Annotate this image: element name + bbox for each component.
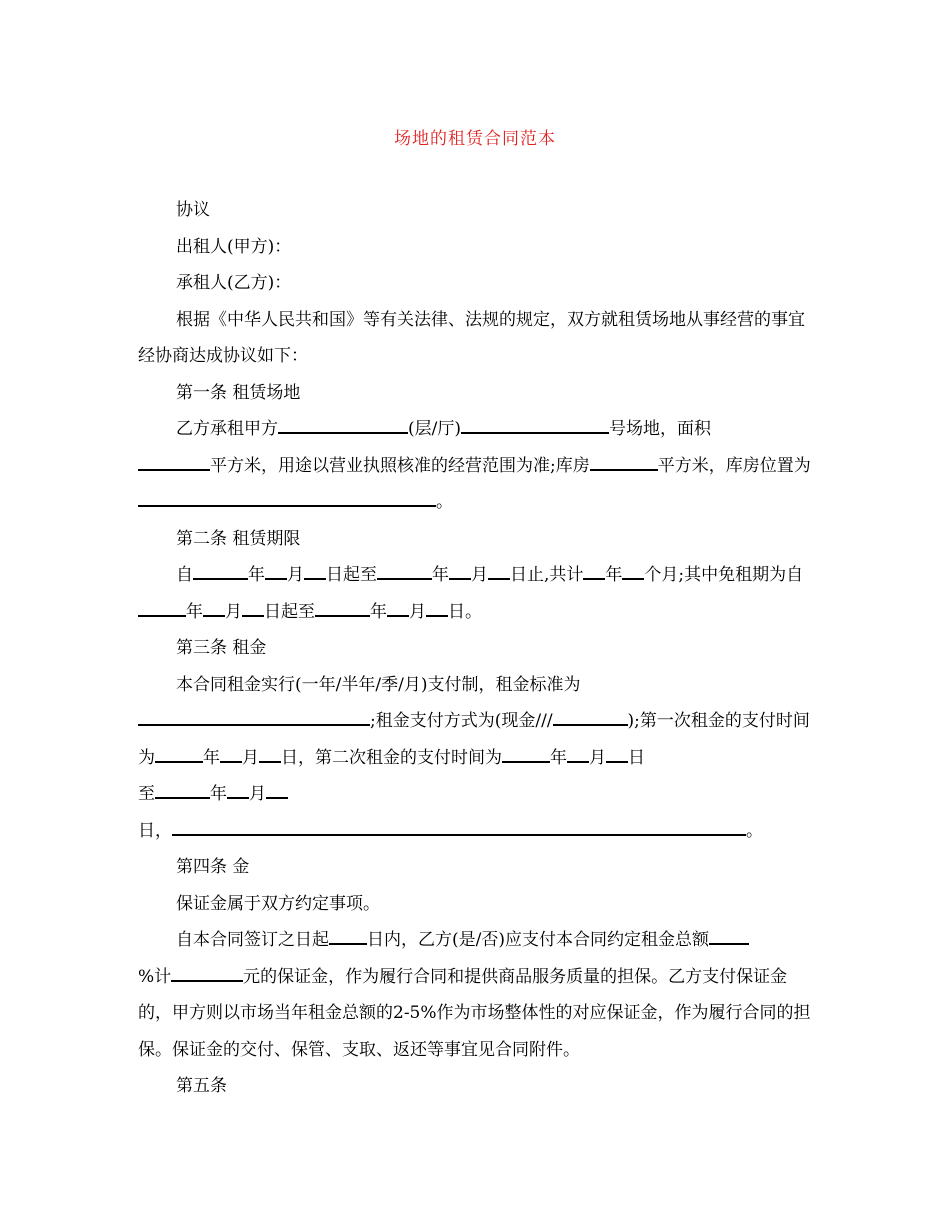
blank-field[interactable] [606, 744, 628, 763]
blank-field[interactable] [709, 926, 749, 945]
blank-field[interactable] [155, 780, 210, 799]
blank-field[interactable] [329, 926, 367, 945]
paragraph-lessor: 出租人(甲方)： [176, 236, 292, 257]
blank-field[interactable] [266, 780, 288, 799]
blank-field[interactable] [138, 598, 186, 617]
blank-field[interactable] [488, 561, 510, 580]
blank-field[interactable] [622, 561, 644, 580]
blank-field[interactable] [171, 963, 243, 982]
blank-field[interactable] [461, 415, 609, 434]
blank-field[interactable] [220, 744, 242, 763]
blank-field[interactable] [583, 561, 605, 580]
paragraph-lessee: 承租人(乙方)： [176, 273, 292, 293]
blank-field[interactable] [590, 452, 658, 471]
blank-field[interactable] [387, 598, 409, 617]
blank-field[interactable] [138, 707, 370, 726]
article-3-body: 本合同租金实行(一年/半年/季/月)支付制，租金标准为 ;租金支付方式为(现金/// );第一次租金的支付时间为 年 月 日，第二次租金的支付时间为 年 月 日 至 年 月 日， 。 [138, 674, 810, 841]
article-4-body: 自本合同签订之日起 日内，乙方(是/否)应支付本合同约定租金总额 %计 元的保证金，作为履行合同和提供商品服务质量的担保。乙方支付保证金的，甲方则以市场当年租金总额的2-5%作为市场整体性的对应保证金，作为履行合同的担保。保证金的交付、保管、支取、返还等事宜见合同附件。 [138, 922, 814, 1068]
blank-field[interactable] [304, 561, 326, 580]
blank-field[interactable] [553, 707, 628, 726]
blank-field[interactable] [203, 598, 225, 617]
blank-field[interactable] [426, 598, 448, 617]
blank-field[interactable] [278, 415, 408, 434]
blank-field[interactable] [242, 598, 264, 617]
article-2-body: 自 年 月 日起至 年 月 日止,共计 年 个月;其中免租期为自年 月 日起至 年 月 日。 [138, 557, 814, 630]
blank-field[interactable] [227, 780, 249, 799]
paragraph-preamble: 根据《中华人民共和国》等有关法律、法规的规定，双方就租赁场地从事经营的事宜经协商达成协议如下： [138, 309, 805, 366]
blank-field[interactable] [567, 744, 589, 763]
blank-field[interactable] [259, 744, 281, 763]
blank-field[interactable] [449, 561, 471, 580]
article-4-intro: 保证金属于双方约定事项。 [176, 893, 380, 914]
article-2-title: 第二条 租赁期限 [176, 528, 301, 549]
document-body [138, 192, 814, 1105]
paragraph-agreement: 协议 [176, 200, 210, 220]
article-1-body: 乙方承租甲方 (层/厅) 号场地，面积 平方米，用途以营业执照核准的经营范围为准;库房 平方米，库房位置为。 [138, 411, 814, 521]
article-3-title: 第三条 租金 [176, 638, 267, 658]
blank-field[interactable] [265, 561, 287, 580]
document-title: 场地的租赁合同范本 [394, 129, 556, 149]
blank-field[interactable] [155, 744, 203, 763]
article-1-title: 第一条 租赁场地 [176, 382, 301, 403]
blank-field[interactable] [502, 744, 550, 763]
blank-field[interactable] [172, 817, 746, 836]
blank-field[interactable] [377, 561, 432, 580]
blank-field[interactable] [193, 561, 248, 580]
article-5-title: 第五条 [176, 1076, 227, 1096]
blank-field[interactable] [315, 598, 370, 617]
blank-field[interactable] [138, 452, 210, 471]
article-4-title: 第四条 金 [176, 857, 250, 877]
blank-field[interactable] [138, 488, 436, 507]
